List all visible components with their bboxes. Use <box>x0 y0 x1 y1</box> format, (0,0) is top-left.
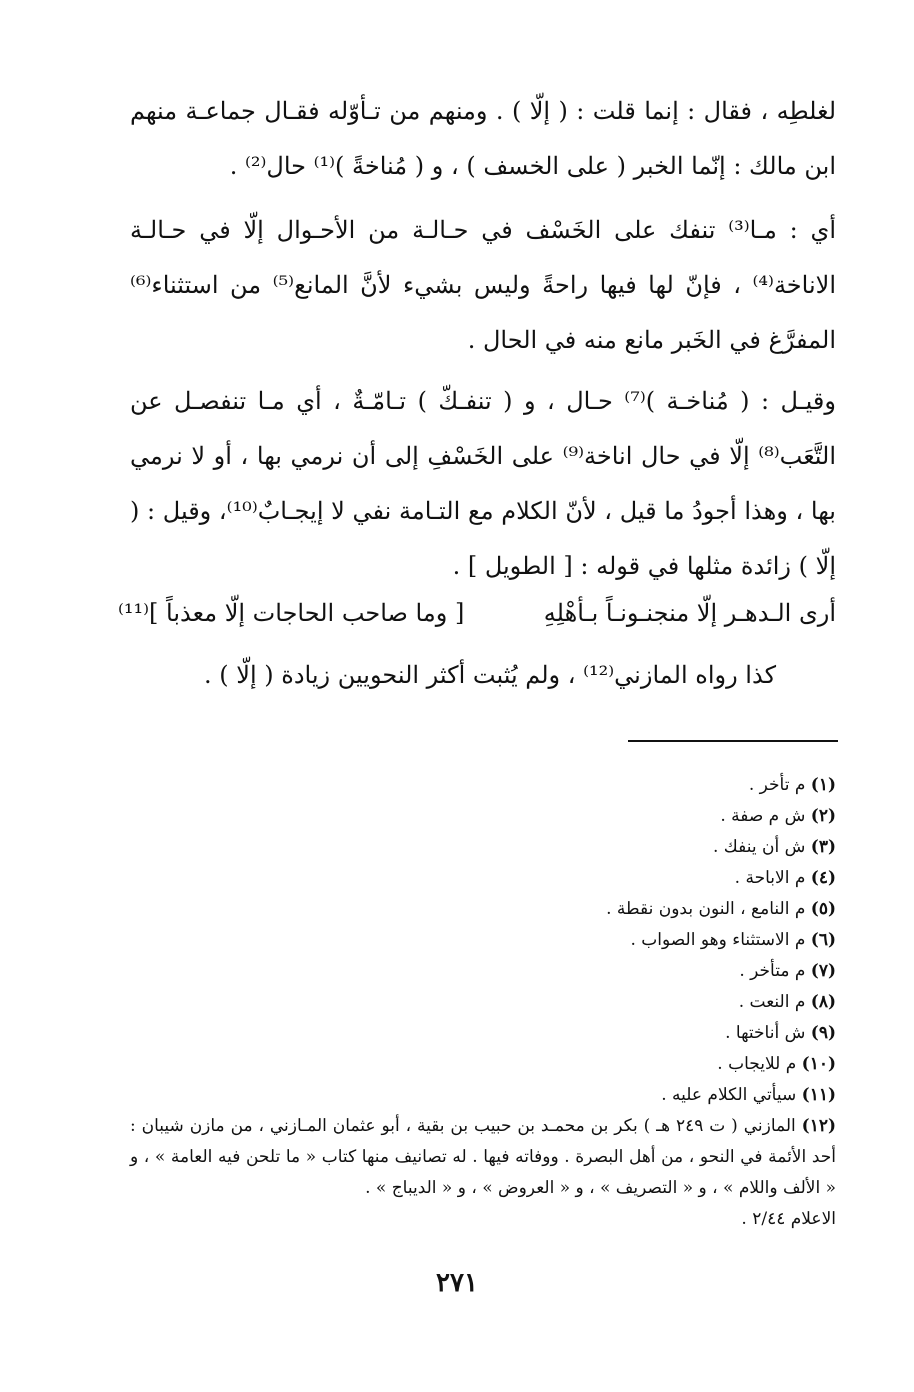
footnote-text: م تأخر . <box>748 775 806 795</box>
footnote-text: سيأتي الكلام عليه . <box>661 1085 797 1105</box>
paragraph-3: وقيـل : ( مُناخـة )⁽⁷⁾ حـال ، و ( تنفـكّ ) تـامّـةٌ ، أي مـا تنفصـل عن التَّعَب⁽⁸⁾ إلّا في حال اناخة⁽⁹⁾ على الخَسْفِ إلى أن نرمي بها ، أو لا نرمي بها ، وهذا أجودُ ما قيل ، لأنّ الكلام مع التـامة نفي لا إيجـابٌ⁽¹⁰⁾، وقيل : ( إلّا ) زائدة مثلها في قوله : [ الطويل ] . <box>130 387 836 580</box>
footnote-text: م للايجاب . <box>717 1054 797 1074</box>
footnote-number: (٣) <box>810 837 836 857</box>
footnote-item <box>130 1018 836 1049</box>
footnote-number: (٨) <box>810 992 836 1012</box>
footnote-item <box>130 832 836 863</box>
footnote-number: (١٢) <box>801 1116 837 1136</box>
footnote-number: (٩) <box>810 1023 836 1043</box>
footnote-number: (٦) <box>810 930 836 950</box>
footnote-item <box>130 987 836 1018</box>
footnote-item <box>130 801 836 832</box>
footnote-text: م الاستثناء وهو الصواب . <box>630 930 806 950</box>
footnote-text: ش أناختها . <box>725 1023 806 1043</box>
footnote-item <box>130 770 836 801</box>
footnote-item <box>130 956 836 987</box>
footnote-number: (٥) <box>810 899 836 919</box>
footnote-text: م الاباحة . <box>734 868 806 888</box>
footnote-number: (٢) <box>810 806 836 826</box>
footnote-text: ش أن ينفك . <box>712 837 806 857</box>
footnote-number: (١٠) <box>801 1054 836 1074</box>
paragraph-1: لغلطِه ، فقال : إنما قلت : ( إلّا ) . ومنهم من تـأوّله فقـال جماعـة منهم ابن مالك : إنّما الخبر ( على الخسف ) ، و ( مُناخةً )⁽¹⁾ حال⁽²⁾ . <box>130 97 836 180</box>
paragraph-after-verse: كذا رواه المازني⁽¹²⁾ ، ولم يُثبت أكثر النحويين زيادة ( إلّا ) . <box>204 661 776 689</box>
verse-second-hemistich: [ وما صاحب الحاجات إلّا معذباً ]⁽¹¹⁾ <box>118 599 465 627</box>
footnote-text: م متأخر . <box>739 961 806 981</box>
footnote-number: (١) <box>810 775 836 795</box>
footnote-item <box>130 1049 836 1080</box>
verse-first-hemistich: أرى الـدهـر إلّا منجنـونـاً بـأهْلِهِ <box>543 599 836 627</box>
footnote-item <box>130 863 836 894</box>
footnote-item <box>130 1111 836 1204</box>
footnote-text: م النعت . <box>738 992 806 1012</box>
footnote-number: (١١) <box>801 1085 836 1105</box>
footnote-number: (٧) <box>810 961 836 981</box>
footnote-separator <box>628 740 838 742</box>
footnote-item <box>130 925 836 956</box>
footnote-item <box>130 894 836 925</box>
footnotes <box>130 770 836 1235</box>
footnote-source: الاعلام ٢/٤٤ . <box>741 1209 836 1229</box>
footnote-text: المازني ( ت ٢٤٩ هـ ) بكر بن محمـد بن حبيب بن بقية ، أبو عثمان المـازني ، من مازن شيبان : أحد الأئمة في النحو ، من أهل البصرة . ووفاته فيها . له تصانيف منها كتاب « ما تلحن فيه العامة » ، و « الألف واللام » ، و « التصريف » ، و « العروض » ، و « الديباج » . <box>130 1116 836 1198</box>
footnote-text: م النامع ، النون بدون نقطة . <box>606 899 806 919</box>
poetry-verse <box>118 588 836 638</box>
footnote-item <box>130 1080 836 1111</box>
paragraph-2: أي : مـا⁽³⁾ تنفك على الخَسْف في حـالـة من الأحـوال إلّا في حـالـة الاناخة⁽⁴⁾ ، فإنّ لها فيها راحةً وليس بشيء لأنَّ المانع⁽⁵⁾ من استثناء⁽⁶⁾ المفرَّغ في الخَبر مانع منه في الحال . <box>130 216 836 354</box>
footnote-number: (٤) <box>810 868 836 888</box>
footnote-text: ش م صفة . <box>720 806 806 826</box>
page-number: ٢٧١ <box>436 1268 478 1298</box>
